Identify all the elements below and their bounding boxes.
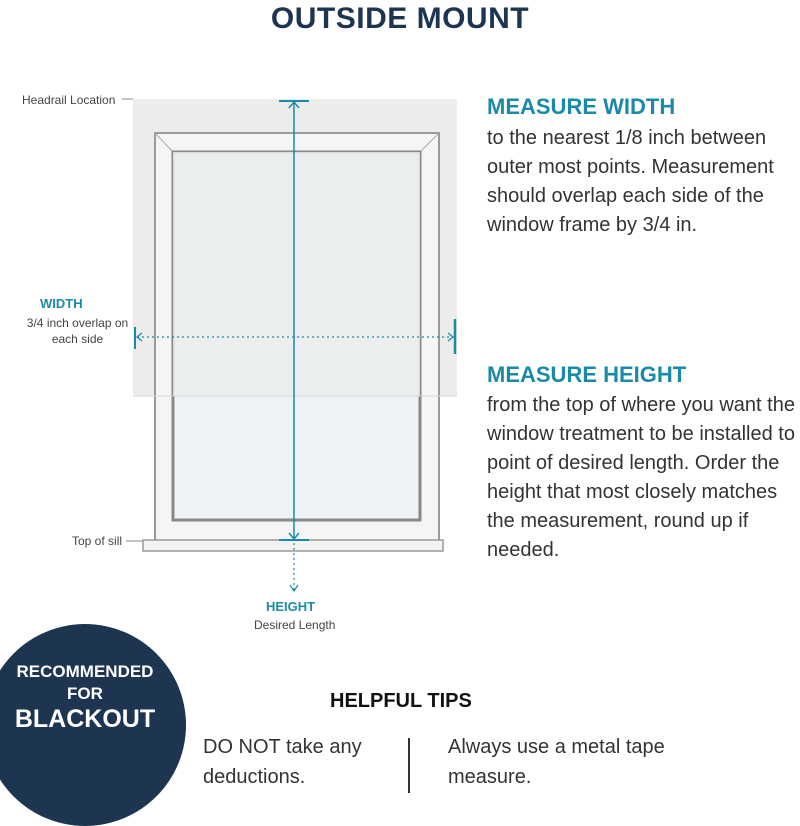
tip-metal-tape: Always use a metal tape measure. xyxy=(448,736,665,788)
page-title: OUTSIDE MOUNT xyxy=(270,2,530,35)
window-sill xyxy=(143,540,443,551)
measure-height-text: from the top of where you want the window treatment to be installed to point of desired length. Order the height that most closely matches the measurement, round up if needed. xyxy=(487,394,795,561)
tip-no-deductions: DO NOT take any deductions. xyxy=(203,736,362,788)
measure-height-heading: MEASURE HEIGHT xyxy=(487,362,687,387)
top-of-sill-label: Top of sill xyxy=(72,534,123,548)
badge-line-for: FOR xyxy=(67,684,103,703)
badge-line-recommended: RECOMMENDED xyxy=(16,662,154,681)
width-overlap-note: 3/4 inch overlap on each side xyxy=(26,316,129,346)
measure-width-text: to the nearest 1/8 inch between outer most points. Measurement should overlap each side of the window frame by 3/4 in. xyxy=(487,127,774,236)
tips-divider xyxy=(408,738,410,793)
shade-overlay xyxy=(173,152,420,396)
badge-line-blackout: BLACKOUT xyxy=(14,705,156,733)
width-label: WIDTH xyxy=(40,296,83,311)
helpful-tips-heading: HELPFUL TIPS xyxy=(330,690,472,712)
desired-length-label: Desired Length xyxy=(254,618,336,632)
headrail-location-label: Headrail Location xyxy=(22,93,116,107)
measure-width-heading: MEASURE WIDTH xyxy=(487,94,676,119)
height-label: HEIGHT xyxy=(266,599,316,614)
